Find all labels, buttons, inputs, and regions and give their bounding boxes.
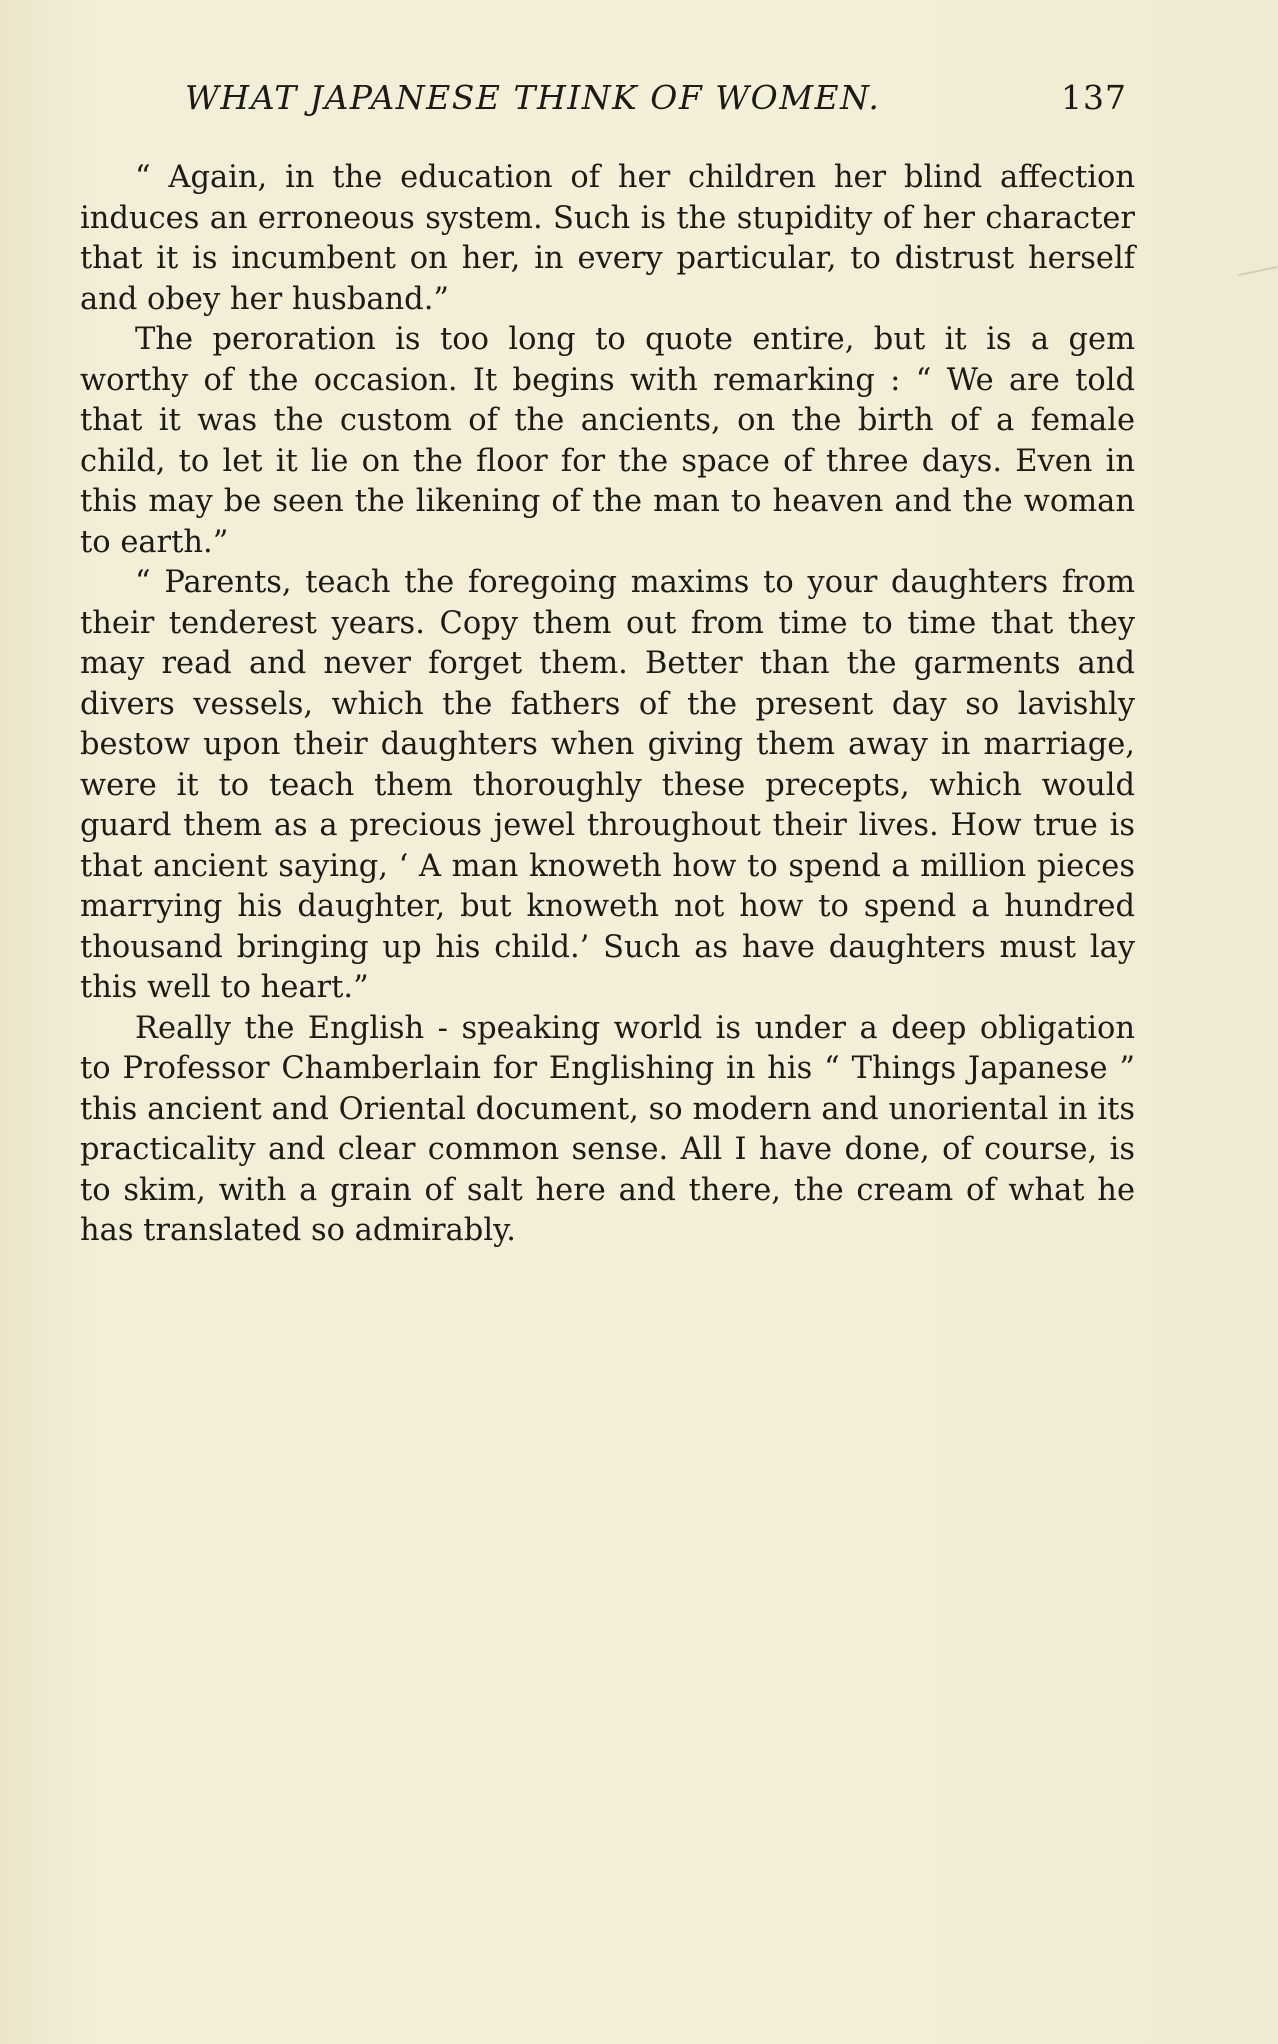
paragraph-peroration: The peroration is too long to quote entire, but it is a gem worthy of the occasion. It begins with remarking : “ We are told that it was the custom of the ancients, on the birth of a female child, to let it lie on the floor for the space of three days. Even in this may be seen the likening of the man to heaven and the woman to earth.” xyxy=(80,322,1135,560)
page-edge-mark xyxy=(1238,266,1278,276)
body-text xyxy=(80,158,1135,1252)
paragraph-parents-quote: “ Parents, teach the foregoing maxims to your daughters from their tenderest years. Copy them out from time to time that they may read and never forget them. Better than the garments and divers vessels, which the fathers of the present day so lavishly bestow upon their daughters when giving them away in marriage, were it to teach them thoroughly these precepts, which would guard them as a precious jewel throughout their lives. How true is that ancient saying, ‘ A man knoweth how to spend a million pieces marrying his daughter, but knoweth not how to spend a hundred thousand bringing up his child.’ Such as have daughters must lay this well to heart.” xyxy=(80,565,1135,1005)
paragraph-conclusion: Really the English - speaking world is under a deep obligation to Professor Chamberlain for Englishing in his “ Things Japanese ” this ancient and Oriental document, so modern and unoriental in its practicality and clear common sense. All I have done, of course, is to skim, with a grain of salt here and there, the cream of what he has translated so admirably. xyxy=(80,1010,1135,1248)
page-header xyxy=(85,78,1135,128)
page-number: 137 xyxy=(1061,78,1127,117)
paragraph-quote-education: “ Again, in the education of her children her blind affection induces an erroneous system. Such is the stupidity of her character that it is incumbent on her, in every particular, to distrust herself and obey her husband.” xyxy=(80,160,1135,317)
running-head: WHAT JAPANESE THINK OF WOMEN. xyxy=(185,78,881,117)
